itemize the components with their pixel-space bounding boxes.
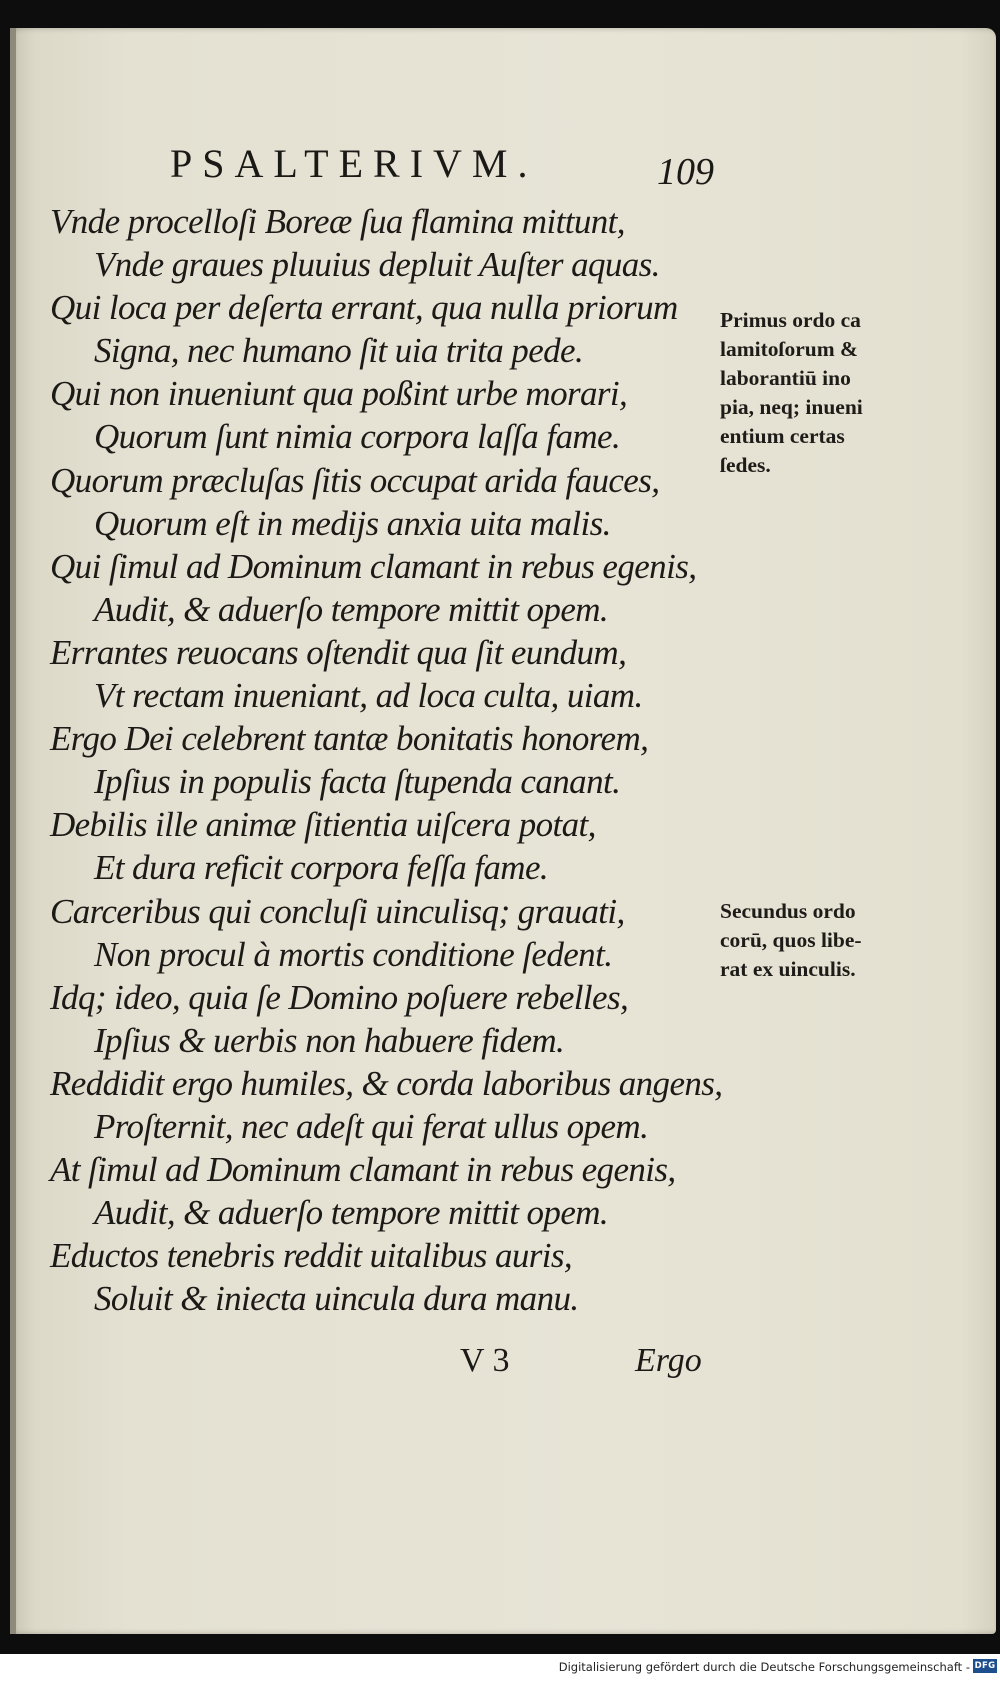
verse-block [50, 200, 730, 1320]
marginal-note-first-order: Primus ordo ca lamitoſorum & laborantiū ino pia, neq; inueni entium certas ſedes. [720, 308, 863, 477]
verse-line: Qui non inueniunt qua poßint urbe morari, [50, 374, 628, 414]
verse-line: Qui ſimul ad Dominum clamant in rebus egenis, [50, 546, 697, 586]
verse-line: Non procul à mortis conditione ſedent. [94, 934, 613, 974]
verse-line: Carceribus qui concluſi uinculisq; grauati, [50, 891, 625, 931]
verse-line: Debilis ille animæ ſitientia uiſcera potat, [50, 805, 596, 845]
verse-line: Vnde graues pluuius depluit Auſter aquas. [94, 245, 660, 285]
verse-line: Ipſius in populis facta ſtupenda canant. [94, 762, 621, 802]
verse-line: Vnde procelloſi Boreæ ſua flamina mittunt, [50, 202, 625, 241]
verse-line: Ergo Dei celebrent tantæ bonitatis honorem, [50, 719, 649, 759]
verse-line: Vt rectam inueniant, ad loca culta, uiam. [94, 676, 643, 716]
page-number: 109 [657, 151, 714, 193]
running-head: PSALTERIVM. [170, 141, 538, 186]
signature-mark: V 3 [460, 1342, 510, 1379]
marginal-note-second-order: Secundus ordo corū, quos libe- rat ex uinculis. [720, 899, 862, 981]
verse-line: Qui loca per deſerta errant, qua nulla priorum [50, 288, 678, 328]
dfg-logo-icon: DFG [974, 1661, 996, 1671]
verse-line: Soluit & iniecta uincula dura manu. [94, 1279, 579, 1319]
verse-line: Et dura reficit corpora feſſa fame. [94, 848, 549, 888]
catchword: Ergo [635, 1342, 702, 1379]
verse-line: Quorum eſt in medijs anxia uita malis. [94, 503, 611, 543]
verse-line: Quorum præcluſas ſitis occupat arida fauces, [50, 460, 660, 500]
verse-line: Errantes reuocans oſtendit qua ſit eundum, [50, 632, 627, 672]
verse-line: Quorum ſunt nimia corpora laſſa fame. [94, 417, 621, 457]
verse-line: Audit, & aduerſo tempore mittit opem. [94, 589, 609, 629]
verse-line: Eductos tenebris reddit uitalibus auris, [50, 1236, 573, 1276]
verse-line: Signa, nec humano ſit uia trita pede. [94, 331, 584, 371]
verse-line: Audit, & aduerſo tempore mittit opem. [94, 1193, 609, 1233]
verse-line: Ipſius & uerbis non habuere fidem. [94, 1020, 565, 1060]
page-gutter-edge [10, 28, 16, 1634]
verse-line: Reddidit ergo humiles, & corda laboribus angens, [50, 1063, 723, 1103]
verse-line: At ſimul ad Dominum clamant in rebus egenis, [50, 1150, 676, 1190]
digitization-credit: Digitalisierung gefördert durch die Deutsche Forschungsgemeinschaft - [558, 1660, 970, 1674]
verse-line: Idq; ideo, quia ſe Domino poſuere rebelles, [50, 977, 629, 1017]
verse-line: Proſternit, nec adeſt qui ferat ullus opem. [94, 1106, 649, 1146]
